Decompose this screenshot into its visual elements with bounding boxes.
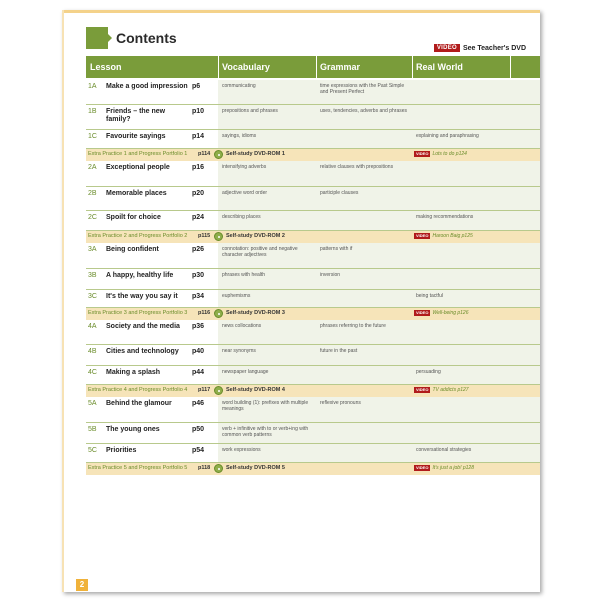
lesson-number: 3B [88, 272, 97, 279]
extra-video [414, 387, 469, 393]
grammar-text: reflexive pronouns [320, 400, 361, 406]
lesson-title: Exceptional people [106, 164, 170, 171]
spare-cell [510, 161, 540, 187]
real-world-text: conversational strategies [416, 447, 472, 453]
lesson-title: Friends – the new family? [106, 108, 166, 123]
grammar-text: time expressions with the Past Simple and Present Perfect [320, 83, 405, 95]
video-title: Lots to do p124 [432, 151, 467, 157]
page-number: 2 [76, 579, 88, 591]
spare-cell [510, 423, 540, 444]
video-title: TV addicts p127 [432, 387, 469, 393]
lesson-title: Cities and technology [106, 348, 179, 355]
lesson-page: p14 [192, 133, 205, 140]
vocabulary-text: communicating [222, 83, 256, 89]
lesson-page: p24 [192, 214, 205, 221]
lesson-title: Society and the media [106, 323, 180, 330]
real-world-text: explaining and paraphrasing [416, 133, 479, 139]
vocabulary-text: verb + infinitive with to or verb+ing with common verb patterns [222, 426, 309, 438]
header-real-world: Real World [416, 62, 463, 72]
spare-cell [510, 366, 540, 385]
lesson-page: p34 [192, 293, 205, 300]
video-badge: VIDEO [434, 44, 460, 52]
real-world-cell [412, 423, 510, 444]
lesson-row [86, 366, 540, 385]
lesson-title: Behind the glamour [106, 400, 172, 407]
lesson-page: p10 [192, 108, 205, 115]
extra-practice-text: Extra Practice 3 and Progress Portfolio 3 [88, 310, 188, 316]
real-world-cell [412, 397, 510, 423]
lesson-row [86, 320, 540, 345]
extra-practice-text: Extra Practice 4 and Progress Portfolio 4 [88, 387, 188, 393]
page-title: Contents [116, 30, 177, 46]
spare-cell [510, 345, 540, 366]
lesson-number: 1A [88, 83, 97, 90]
lesson-number: 2A [88, 164, 97, 171]
spare-cell [510, 397, 540, 423]
real-world-cell [412, 243, 510, 269]
extra-video [414, 465, 474, 471]
lesson-row [86, 105, 540, 130]
lesson-row [86, 345, 540, 366]
lesson-page: p40 [192, 348, 205, 355]
vocabulary-text: near synonyms [222, 348, 256, 354]
lesson-title: Being confident [106, 246, 159, 253]
lesson-number: 3C [88, 293, 97, 300]
lesson-number: 4B [88, 348, 97, 355]
extra-video [414, 310, 469, 316]
lesson-number: 5C [88, 447, 97, 454]
real-world-cell [412, 320, 510, 345]
lesson-page: p30 [192, 272, 205, 279]
real-world-text: persuading [416, 369, 441, 375]
extra-practice-text: Extra Practice 2 and Progress Portfolio 2 [88, 233, 188, 239]
lesson-page: p16 [192, 164, 205, 171]
header-vocabulary: Vocabulary [222, 62, 270, 72]
lesson-page: p20 [192, 190, 205, 197]
lesson-title: Priorities [106, 447, 137, 454]
real-world-cell [412, 105, 510, 130]
lesson-row [86, 187, 540, 211]
lesson-row [86, 161, 540, 187]
vocabulary-text: phrases with health [222, 272, 266, 278]
lesson-title: It's the way you say it [106, 293, 178, 300]
real-world-cell [412, 80, 510, 105]
lesson-title: A happy, healthy life [106, 272, 174, 279]
header-lesson: Lesson [90, 62, 122, 72]
vocabulary-text: work expressions [222, 447, 261, 453]
video-badge: VIDEO [416, 151, 429, 156]
extra-practice-page: p116 [198, 310, 211, 316]
title-block [86, 28, 177, 48]
lesson-page: p36 [192, 323, 205, 330]
lesson-number: 5B [88, 426, 97, 433]
lesson-row [86, 80, 540, 105]
dvd-rom-label: Self-study DVD-ROM 4 [226, 387, 285, 393]
spare-cell [510, 80, 540, 105]
video-badge: VIDEO [416, 387, 429, 392]
grammar-cell [316, 444, 412, 463]
dvd-rom-label: Self-study DVD-ROM 1 [226, 151, 285, 157]
header-grammar: Grammar [320, 62, 361, 72]
extra-practice-row [86, 463, 540, 475]
grammar-text: uses, tendencies, adverbs and phrases [320, 108, 407, 114]
extra-practice-text: Extra Practice 1 and Progress Portfolio 1 [88, 151, 188, 157]
spare-cell [510, 211, 540, 231]
lesson-title: Favourite sayings [106, 133, 166, 140]
lesson-page: p50 [192, 426, 205, 433]
extra-video [414, 151, 467, 157]
lesson-title: Making a splash [106, 369, 161, 376]
spare-cell [510, 444, 540, 463]
video-title: It's just a job! p128 [432, 465, 474, 471]
grammar-cell [316, 366, 412, 385]
dvd-icon [214, 386, 223, 395]
extra-video [414, 233, 473, 239]
left-border [62, 10, 64, 592]
lesson-page: p54 [192, 447, 205, 454]
lesson-title: Memorable places [106, 190, 167, 197]
grammar-text: phrases referring to the future [320, 323, 386, 329]
dvd-rom-label: Self-study DVD-ROM 2 [226, 233, 285, 239]
video-note-text: See Teacher's DVD [462, 44, 526, 52]
extra-practice-row [86, 149, 540, 161]
vocabulary-text: connotation: positive and negative character adjectives [222, 246, 298, 258]
vocabulary-text: prepositions and phrases [222, 108, 278, 114]
title-marker-icon [86, 27, 108, 49]
spare-cell [510, 290, 540, 308]
real-world-cell [412, 269, 510, 290]
extra-practice-text: Extra Practice 5 and Progress Portfolio 5 [88, 465, 188, 471]
lesson-number: 5A [88, 400, 97, 407]
lesson-row [86, 444, 540, 463]
extra-practice-row [86, 231, 540, 243]
real-world-text: making recommendations [416, 214, 474, 220]
vocabulary-text: news collocations [222, 323, 262, 329]
grammar-text: patterns with if [320, 246, 353, 252]
vocabulary-text: newspaper language [222, 369, 269, 375]
lesson-row [86, 423, 540, 444]
dvd-icon [214, 309, 223, 318]
lesson-row [86, 211, 540, 231]
vocabulary-text: sayings, idioms [222, 133, 257, 139]
real-world-cell [412, 161, 510, 187]
lesson-page: p44 [192, 369, 205, 376]
lesson-row [86, 243, 540, 269]
lesson-number: 1C [88, 133, 97, 140]
lesson-title: Make a good impression [106, 83, 188, 90]
dvd-icon [214, 232, 223, 241]
spare-cell [510, 243, 540, 269]
grammar-cell [316, 130, 412, 149]
lesson-row [86, 397, 540, 423]
grammar-text: future in the past [320, 348, 358, 354]
vocabulary-text: euphemisms [222, 293, 251, 299]
extra-practice-page: p117 [198, 387, 211, 393]
video-title: Well-being p126 [432, 310, 469, 316]
vocabulary-text: word building (1): prefixes with multiple meanings [222, 400, 309, 412]
lesson-page: p6 [192, 83, 201, 90]
lesson-number: 1B [88, 108, 97, 115]
lesson-page: p46 [192, 400, 205, 407]
grammar-text: relative clauses with prepositions [320, 164, 394, 170]
lesson-number: 3A [88, 246, 97, 253]
spare-cell [510, 187, 540, 211]
lesson-title: Spoilt for choice [106, 214, 161, 221]
vocabulary-text: adjective word order [222, 190, 268, 196]
vocabulary-text: intensifying adverbs [222, 164, 267, 170]
grammar-text: inversion [320, 272, 341, 278]
video-note [434, 44, 526, 52]
lesson-title: The young ones [106, 426, 160, 433]
real-world-cell [412, 187, 510, 211]
video-badge: VIDEO [416, 465, 429, 470]
dvd-icon [214, 464, 223, 473]
lesson-page: p26 [192, 246, 205, 253]
grammar-cell [316, 423, 412, 444]
extra-practice-page: p114 [198, 151, 211, 157]
spare-cell [510, 130, 540, 149]
dvd-icon [214, 150, 223, 159]
lesson-row [86, 130, 540, 149]
extra-practice-row [86, 385, 540, 397]
video-badge: VIDEO [416, 233, 429, 238]
lesson-number: 4C [88, 369, 97, 376]
grammar-cell [316, 290, 412, 308]
real-world-cell [412, 345, 510, 366]
top-border [62, 10, 540, 13]
video-title: Haroon Baig p125 [432, 233, 473, 239]
table-header [86, 56, 540, 78]
grammar-text: participle clauses [320, 190, 359, 196]
lesson-row [86, 269, 540, 290]
lesson-row [86, 290, 540, 308]
spare-cell [510, 269, 540, 290]
extra-practice-page: p118 [198, 465, 211, 471]
dvd-rom-label: Self-study DVD-ROM 5 [226, 465, 285, 471]
dvd-rom-label: Self-study DVD-ROM 3 [226, 310, 285, 316]
grammar-cell [316, 211, 412, 231]
spare-cell [510, 320, 540, 345]
lesson-number: 2B [88, 190, 97, 197]
video-badge: VIDEO [416, 310, 429, 315]
extra-practice-page: p115 [198, 233, 211, 239]
real-world-text: being tactful [416, 293, 443, 299]
lesson-number: 2C [88, 214, 97, 221]
lesson-number: 4A [88, 323, 97, 330]
extra-practice-row [86, 308, 540, 320]
vocabulary-text: describing places [222, 214, 261, 220]
contents-page [62, 10, 540, 592]
spare-cell [510, 105, 540, 130]
